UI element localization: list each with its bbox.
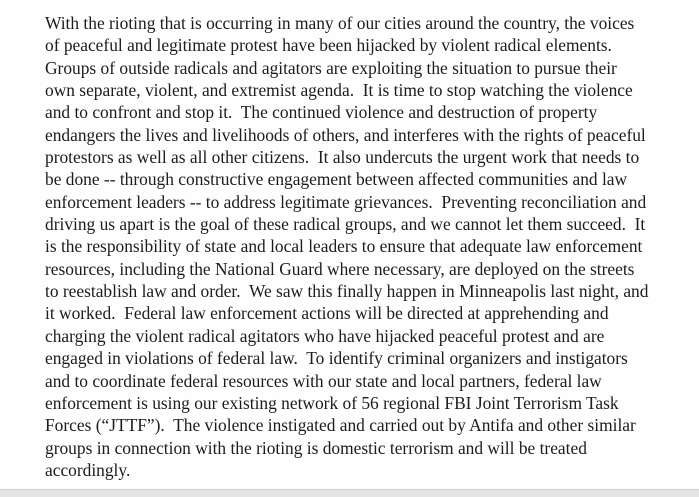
text-line: protestors as well as all other citizens. It also undercuts the urgent work that needs to <box>45 147 640 168</box>
text-line: enforcement is using our existing network of 56 regional FBI Joint Terrorism Task <box>45 392 619 413</box>
text-line: engaged in violations of federal law. To identify criminal organizers and instigators <box>45 348 628 369</box>
text-line: resources, including the National Guard where necessary, are deployed on the streets <box>45 258 635 279</box>
text-line: accordingly. <box>45 459 131 480</box>
text-line: and to confront and stop it. The continued violence and destruction of property <box>45 102 598 123</box>
text-line: be done -- through constructive engagement between affected communities and law <box>45 169 628 190</box>
text-line: With the rioting that is occurring in many of our cities around the country, the voices <box>45 13 635 33</box>
text-line: of peaceful and legitimate protest have been hijacked by violent radical elements. <box>45 35 612 56</box>
text-line: Forces (“JTTF”). The violence instigated and carried out by Antifa and other similar <box>45 415 636 436</box>
statement-paragraph <box>45 12 685 481</box>
text-line: and to coordinate federal resources with our state and local partners, federal law <box>45 370 602 391</box>
text-line: to reestablish law and order. We saw this finally happen in Minneapolis last night, and <box>45 281 649 302</box>
text-line: is the responsibility of state and local leaders to ensure that adequate law enforcement <box>45 236 643 257</box>
text-line: it worked. Federal law enforcement actions will be directed at apprehending and <box>45 303 609 324</box>
text-line: own separate, violent, and extremist agenda. It is time to stop watching the violence <box>45 80 633 101</box>
text-line: endangers the lives and livelihoods of others, and interferes with the rights of peaceful <box>45 124 646 145</box>
text-line: driving us apart is the goal of these radical groups, and we cannot let them succeed. It <box>45 214 646 235</box>
text-line: Groups of outside radicals and agitators are exploiting the situation to pursue their <box>45 57 617 78</box>
text-line: enforcement leaders -- to address legitimate grievances. Preventing reconciliation and <box>45 191 647 212</box>
text-line: groups in connection with the rioting is domestic terrorism and will be treated <box>45 437 587 458</box>
text-line: charging the violent radical agitators who have hijacked peaceful protest and are <box>45 325 605 346</box>
